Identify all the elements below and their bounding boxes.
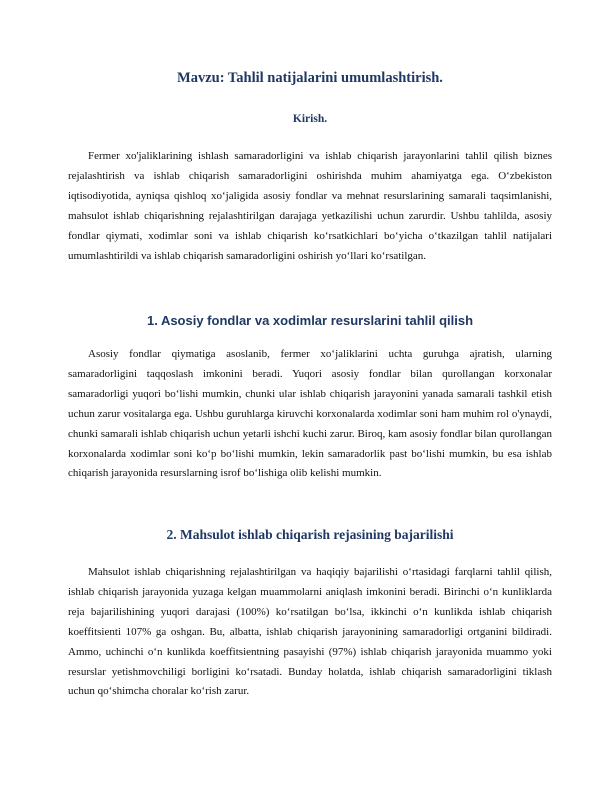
- document-title: Mavzu: Tahlil natijalarini umumlashtirish.: [177, 70, 443, 86]
- intro-paragraph: Fermer xo'jaliklarining ishlash samaradorligini va ishlab chiqarish jarayonlarini tahlil qilish biznes rejalashtirish va ishlab chiqarish samaradorligini oshirishda muhim ahamiyatga ega. O‘zbekiston iqtisodiyotida, ayniqsa qishloq xo‘jaligida asosiy fondlar va mehnat resurslarining samarali taqsimlanishi, mahsulot ishlab chiqarishning rejalashtirilgan darajaga yetkazilishi uchun zarurdir. Ushbu tahlilda, asosiy fondlar qiymati, xodimlar soni va ishlab chiqarish ko‘rsatkichlari bo‘yicha o‘tkazilgan tahlil natijalari umumlashtirildi va ishlab chiqarish samaradorligini oshirish yo‘llari ko‘rsatilgan.: [68, 150, 552, 262]
- section1-title: Asosiy fondlar va xodimlar resurslarini tahlil qilish: [160, 313, 474, 328]
- section1-paragraph: Asosiy fondlar qiymatiga asoslanib, fermer xo‘jaliklarini uchta guruhga ajratish, ularning samaradorligini taqqoslash imkonini beradi. Yuqori asosiy fondlar bilan qurollangan korxonalar samaradorligi yuqori bo‘lishi mumkin, chunki ular ishlab chiqarish jarayonini yanada samarali tashkil etish uchun zarur vositalarga ega. Ushbu guruhlarga kiruvchi korxonalarda xodimlar soni ham muhim rol o'ynaydi, chunki samarali ishlab chiqarish uchun yetarli ishchi kuchi zarur. Biroq, kam asosiy fondlar bilan qurollangan korxonalarda xodimlar soni ko‘p bo‘lishi mumkin, lekin samaradorlik past bo‘lishi mumkin, bu esa ishlab chiqarish jarayonida resurslarning isrof bo‘lishiga olib kelishi mumkin.: [68, 348, 552, 480]
- section2-paragraph: Mahsulot ishlab chiqarishning rejalashtirilgan va haqiqiy bajarilishi o‘rtasidagi farqlarni tahlil qilish, ishlab chiqarish jarayonida yuzaga kelgan muammolarni aniqlash imkonini beradi. Birinchi o‘n kunliklarda reja bajarilishining yuqori darajasi (100%) ko‘rsatilgan bo‘lsa, ikkinchi o‘n kunlikda ishlab chiqarish koeffitsienti 107% ga oshgan. Bu, albatta, ishlab chiqarish jarayonining samaradorligi ortganini bildiradi. Ammo, uchinchi o‘n kunlikda koeffitsientning pasayishi (97%) ishlab chiqarish jarayonida muammo yoki resurslar yetishmovchiligi borligini ko‘rsatadi. Bunday holatda, ishlab chiqarish samaradorligini tiklash uchun qo‘shimcha choralar ko‘rish zarur.: [68, 566, 552, 698]
- section1-separator: .: [154, 313, 161, 328]
- section2-heading: 2. Mahsulot ishlab chiqarish rejasining bajarilishi: [166, 527, 454, 542]
- section1-number: 1: [146, 313, 155, 328]
- section1-heading: [68, 313, 552, 328]
- intro-heading: Kirish.: [292, 113, 328, 125]
